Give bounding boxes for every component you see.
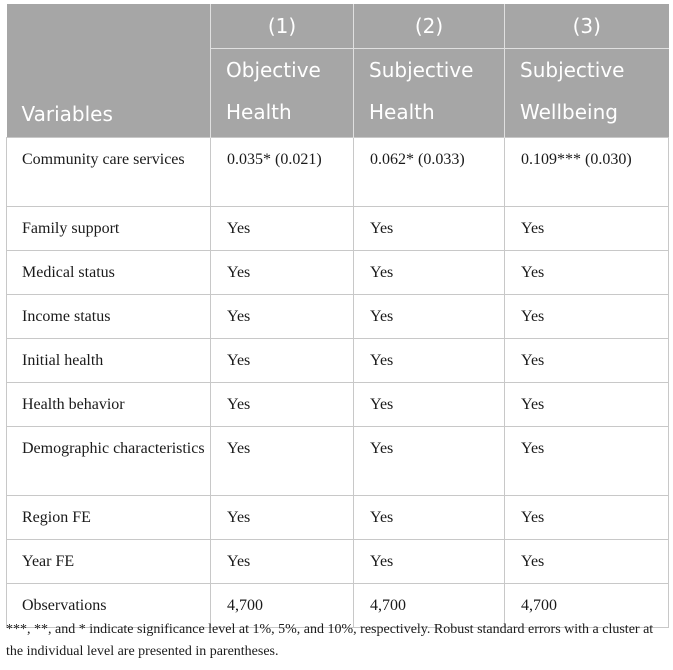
cell-value: 4,700 [505, 583, 669, 627]
variables-header: Variables [7, 49, 211, 138]
table-row [7, 495, 669, 539]
table-row [7, 539, 669, 583]
col-name-1-line-2: Health [226, 100, 292, 124]
cell-value: Yes [354, 426, 505, 495]
row-label: Initial health [7, 338, 211, 382]
cell-value: Yes [505, 382, 669, 426]
table-row [7, 426, 669, 495]
table-header [7, 4, 669, 137]
regression-table [6, 4, 669, 628]
table-row [7, 294, 669, 338]
header-row-names [7, 49, 669, 138]
col-name-1-line-1: Objective [226, 58, 321, 82]
cell-value: Yes [211, 338, 354, 382]
col-number-1: (1) [211, 4, 354, 49]
cell-value: 0.062* (0.033) [354, 137, 505, 206]
cell-value: Yes [211, 294, 354, 338]
cell-value: Yes [211, 382, 354, 426]
col-number-2: (2) [354, 4, 505, 49]
table-row [7, 206, 669, 250]
col-name-2 [354, 49, 505, 138]
row-label: Region FE [7, 495, 211, 539]
cell-value: 0.035* (0.021) [211, 137, 354, 206]
col-name-3 [505, 49, 669, 138]
cell-value: Yes [354, 338, 505, 382]
row-label: Observations [7, 583, 211, 627]
col-name-3-line-2: Wellbeing [520, 100, 618, 124]
cell-value: Yes [354, 382, 505, 426]
cell-value: 0.109*** (0.030) [505, 137, 669, 206]
table-row [7, 382, 669, 426]
row-label: Income status [7, 294, 211, 338]
cell-value: Yes [505, 250, 669, 294]
row-label: Family support [7, 206, 211, 250]
cell-value: Yes [505, 426, 669, 495]
cell-value: Yes [211, 495, 354, 539]
cell-value: Yes [505, 338, 669, 382]
cell-value: Yes [505, 206, 669, 250]
col-name-1 [211, 49, 354, 138]
table-footnote: ***, **, and * indicate significance level at 1%, 5%, and 10%, respectively. Robust standard errors with a cluster at the individual level are presented in parentheses. [6, 622, 654, 659]
header-row-numbers [7, 4, 669, 49]
col-name-2-line-2: Health [369, 100, 435, 124]
cell-value: Yes [354, 539, 505, 583]
col-number-3: (3) [505, 4, 669, 49]
cell-value: 4,700 [211, 583, 354, 627]
col-name-2-line-1: Subjective [369, 58, 474, 82]
cell-value: Yes [211, 539, 354, 583]
cell-value: Yes [211, 250, 354, 294]
regression-table-container [6, 4, 668, 628]
table-body [7, 137, 669, 627]
table-row [7, 250, 669, 294]
table-row [7, 137, 669, 206]
row-label: Community care services [7, 137, 211, 206]
col-name-3-line-1: Subjective [520, 58, 625, 82]
cell-value: Yes [505, 495, 669, 539]
cell-value: Yes [354, 250, 505, 294]
row-label: Demographic characteristics [7, 426, 211, 495]
header-empty-cell [7, 4, 211, 49]
row-label: Year FE [7, 539, 211, 583]
table-row [7, 338, 669, 382]
cell-value: Yes [211, 426, 354, 495]
cell-value: Yes [354, 294, 505, 338]
cell-value: Yes [505, 539, 669, 583]
row-label: Medical status [7, 250, 211, 294]
cell-value: 4,700 [354, 583, 505, 627]
cell-value: Yes [211, 206, 354, 250]
cell-value: Yes [354, 206, 505, 250]
row-label: Health behavior [7, 382, 211, 426]
cell-value: Yes [354, 495, 505, 539]
cell-value: Yes [505, 294, 669, 338]
